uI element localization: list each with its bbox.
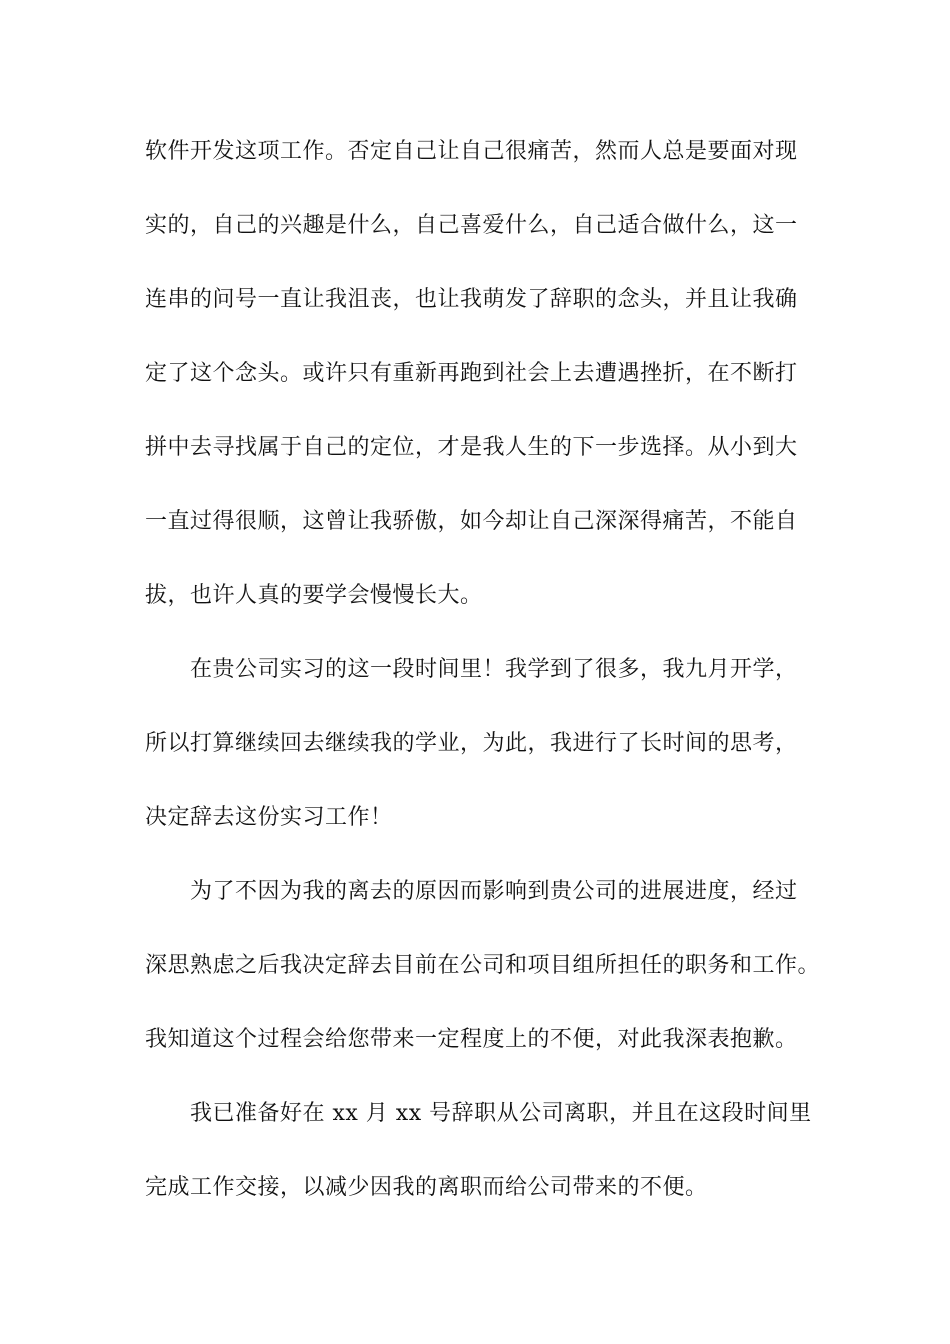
text-line: 实的，自己的兴趣是什么，自己喜爱什么，自己适合做什么，这一 [145,213,798,238]
text-line: 完成工作交接，以减少因我的离职而给公司带来的不便。 [145,1175,708,1200]
text-line: 深思熟虑之后我决定辞去目前在公司和项目组所担任的职务和工作。 [145,953,821,978]
paragraph-first-line: 在贵公司实习的这一段时间里！我学到了很多，我九月开学， [190,657,798,682]
text-line: 所以打算继续回去继续我的学业，为此，我进行了长时间的思考， [145,731,798,756]
text-line: 拼中去寻找属于自己的定位，才是我人生的下一步选择。从小到大 [145,435,798,460]
text-line: 一直过得很顺，这曾让我骄傲，如今却让自己深深得痛苦，不能自 [145,509,798,534]
paragraph-first-line: 为了不因为我的离去的原因而影响到贵公司的进展进度，经过 [190,879,798,904]
text-line: 决定辞去这份实习工作！ [145,805,393,830]
text-line: 拔，也许人真的要学会慢慢长大。 [145,583,483,608]
text-line: 连串的问号一直让我沮丧，也让我萌发了辞职的念头，并且让我确 [145,287,798,312]
text-line: 软件开发这项工作。否定自己让自己很痛苦，然而人总是要面对现 [145,139,798,164]
text-line: 我知道这个过程会给您带来一定程度上的不便，对此我深表抱歉。 [145,1027,798,1052]
paragraph-first-line: 我已准备好在 xx 月 xx 号辞职从公司离职，并且在这段时间里 [190,1101,812,1126]
text-line: 定了这个念头。或许只有重新再跑到社会上去遭遇挫折，在不断打 [145,361,798,386]
